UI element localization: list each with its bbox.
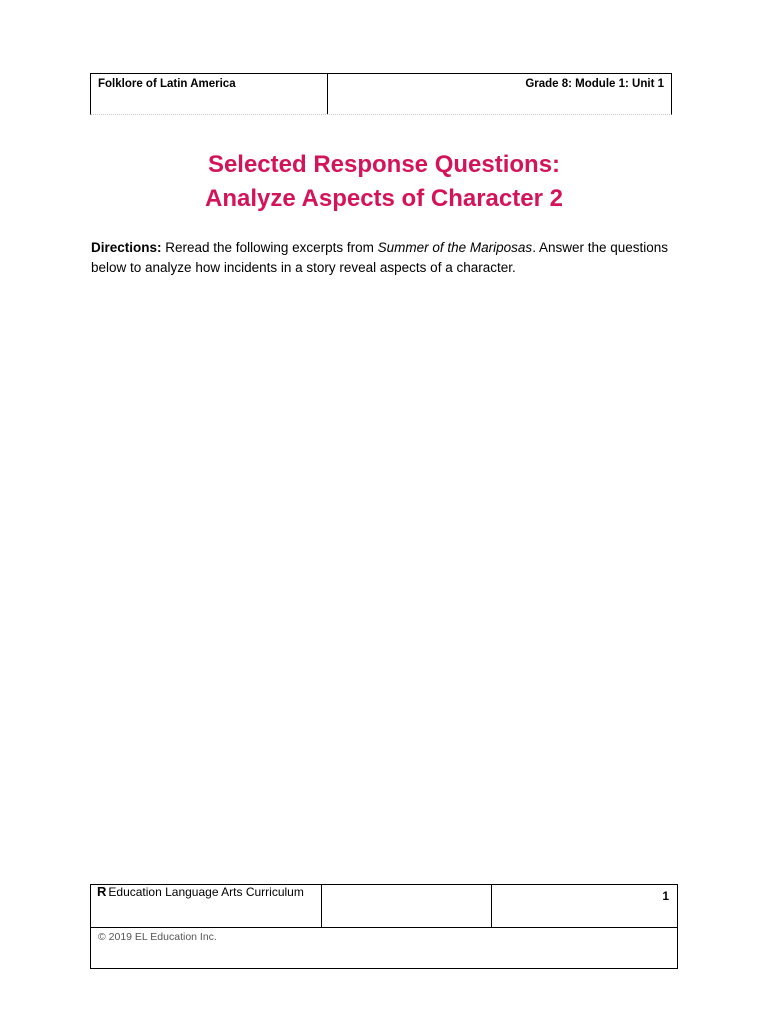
page-title — [0, 148, 768, 216]
header-grade-unit: Grade 8: Module 1: Unit 1 — [525, 78, 664, 90]
header-table — [90, 73, 672, 115]
el-logo-icon: R — [97, 885, 107, 899]
directions-label: Directions: — [91, 240, 162, 255]
page-title-line2: Analyze Aspects of Character 2 — [205, 185, 563, 212]
page-title-line1: Selected Response Questions: — [207, 151, 561, 178]
directions-paragraph — [91, 238, 676, 278]
page-number: 1 — [662, 889, 669, 903]
footer-row — [91, 885, 677, 928]
directions-text-after: . Answer the questions below to analyze how incidents in a story reveal aspects of a character. — [91, 240, 669, 275]
directions-text-before: Reread the following excerpts from — [161, 240, 378, 255]
footer-logo — [91, 885, 322, 927]
book-title: Summer of the Mariposas — [377, 240, 533, 255]
footer-copyright: © 2019 EL Education Inc. — [98, 931, 217, 943]
footer-blank-cell — [322, 885, 492, 927]
footer-logo-text: Education Language Arts Curriculum — [108, 885, 304, 899]
header-module-title: Folklore of Latin America — [91, 74, 328, 114]
footer-table — [90, 884, 678, 969]
